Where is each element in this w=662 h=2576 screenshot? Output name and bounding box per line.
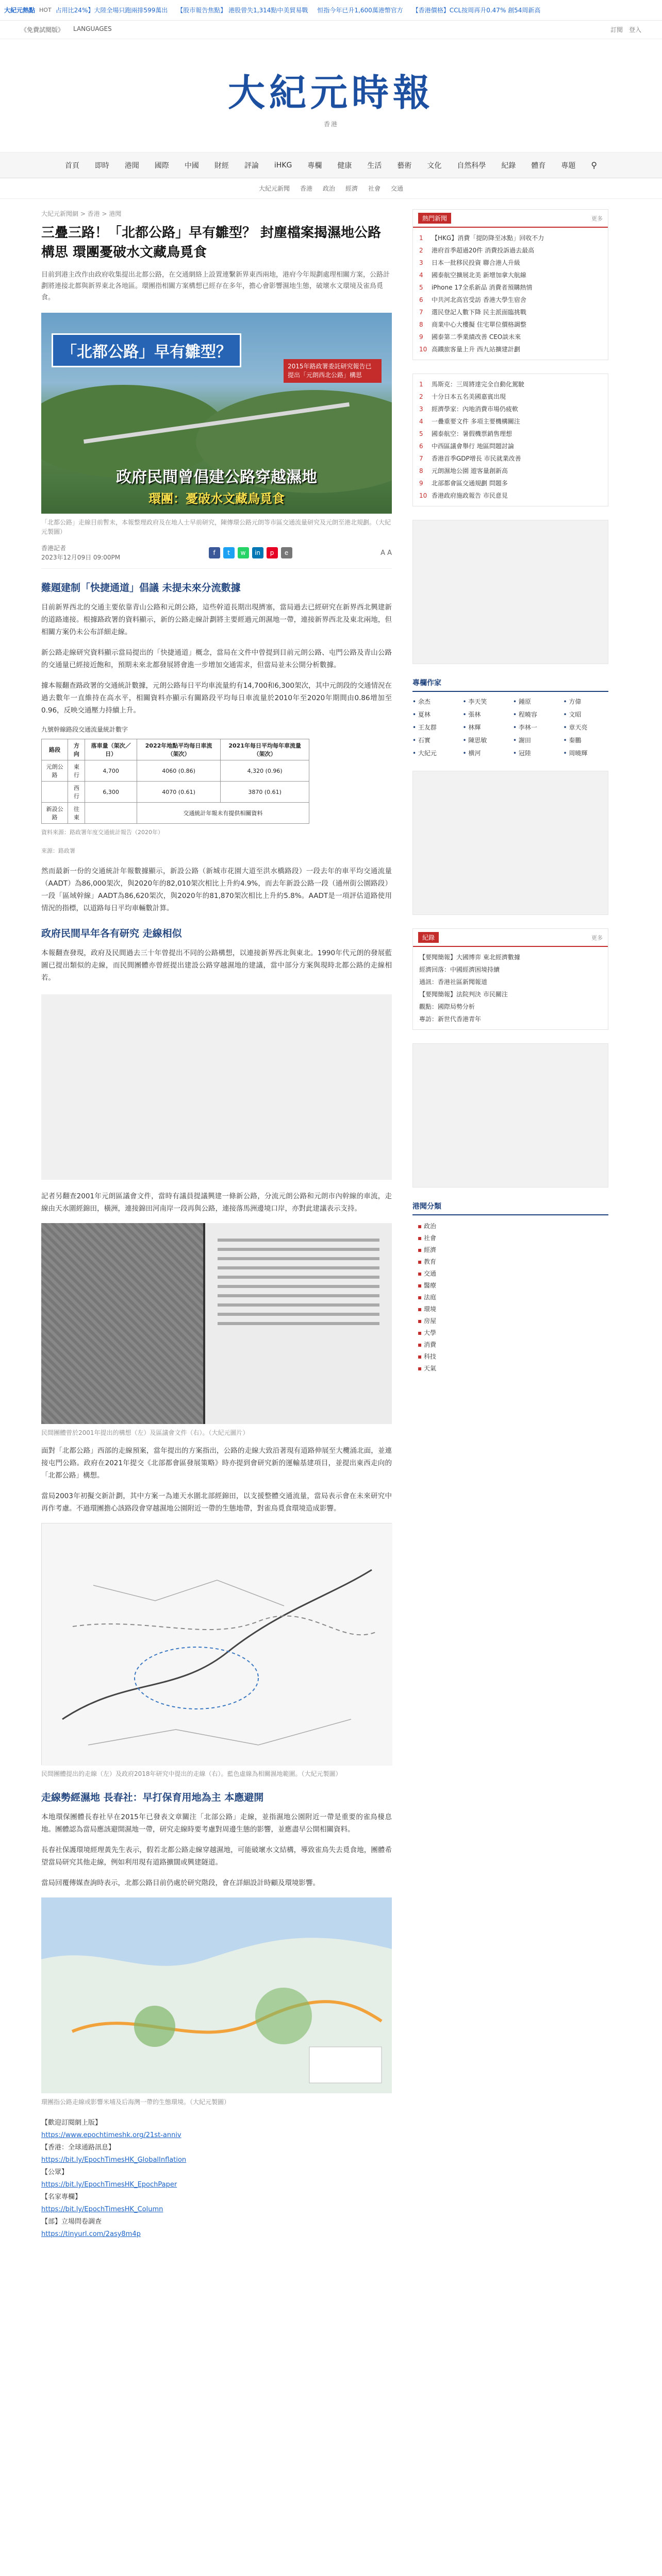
ticker-item[interactable]: 占用比24%】大陸全場只跑兩排599萬出: [55, 7, 168, 14]
nav-item[interactable]: 財經: [214, 161, 229, 170]
table-cell: 4060 (0.86): [137, 760, 221, 782]
columnist-link[interactable]: • 夏林: [412, 710, 458, 719]
category-link[interactable]: ▪ 消費: [418, 1339, 608, 1351]
article-meta: [41, 544, 392, 569]
sidebar: [412, 199, 608, 2251]
section-heading: 難題建制「快捷通道」倡議 未提未來分流數據: [41, 582, 241, 594]
promo-link[interactable]: https://tinyurl.com/2asy8m4p: [41, 2230, 141, 2238]
columnist-link[interactable]: • 横河: [463, 749, 508, 757]
list-item[interactable]: 4 一疊重要文件 多項主要機構關注: [419, 418, 520, 425]
promo-link[interactable]: https://bit.ly/EpochTimesHK_Column: [41, 2206, 163, 2213]
table-header: 2021年每日平均每年車流量（架次）: [221, 739, 309, 760]
subscribe-link[interactable]: 訂閱: [610, 26, 623, 33]
list-item[interactable]: 2 港府首季超過20件 消費投訴過去最高: [419, 247, 535, 254]
ticker-sublabel: HOT: [39, 7, 52, 13]
nav-item[interactable]: 專欄: [307, 161, 322, 170]
list-item[interactable]: 8 商業中心大樓擬 住宅單位價格調整: [419, 321, 526, 328]
map-caption: 民間團體提出的走線（左）及政府2018年研究中提出的走線（右）。藍色虛線為相關濕地範圍。（大紀元製圖）: [41, 1770, 342, 1777]
breadcrumb[interactable]: 大紀元新聞網 > 香港 > 港聞: [41, 210, 122, 217]
plan-caption: 環團指公路走線或影響米埔及后海灣一帶的生態環境。（大紀元製圖）: [41, 2098, 230, 2106]
list-item[interactable]: 1 馬斯克：三周將達完全自動化駕駛: [419, 381, 525, 388]
facebook-icon[interactable]: f: [209, 547, 220, 558]
wetland-zone: [255, 1988, 312, 2044]
category-link[interactable]: ▪ 社會: [418, 1232, 608, 1244]
paragraph: 記者另翻查2001年元朗區議會文件，當時有議員提議興建一條新公路，分流元朗公路和元朗市內幹線的車流，走線由天水圍經錦田，橫洲，連接錦田河南岸一段再與公路，連接落馬洲邊境口岸，亦對此建議表示支持。: [41, 1192, 392, 1213]
promo-heading: 【香港：全球通路訊息】: [41, 2144, 115, 2151]
category-link[interactable]: ▪ 醫療: [418, 1280, 608, 1292]
category-link[interactable]: ▪ 科技: [418, 1351, 608, 1363]
promo-link[interactable]: https://bit.ly/EpochTimesHK_EpochPaper: [41, 2181, 177, 2189]
list-item[interactable]: 3 經濟學家：內地消費市場仍疲軟: [419, 405, 519, 413]
table-cell: [85, 803, 137, 824]
list-item[interactable]: 4 國泰航空擴展北美 新增加拿大航線: [419, 272, 526, 279]
news-ticker: [0, 0, 662, 21]
nav-item[interactable]: 體育: [531, 161, 546, 170]
linkedin-icon[interactable]: in: [252, 547, 263, 558]
hero-note-box: 2015年路政署委託研究報告已提出「元朗西北公路」構思: [284, 359, 382, 383]
article-title: 三疊三路！「北都公路」早有雛型？ 封塵檔案揭濕地公路構思 環團憂破水文藏鳥覓食: [41, 225, 382, 260]
table-header: 2022年地點平均每日車流（架次）: [137, 739, 221, 760]
category-link[interactable]: ▪ 大學: [418, 1327, 608, 1339]
source-note: 來源：路政署: [41, 848, 75, 854]
list-item[interactable]: 5 國泰航空：暑假機票銷售理想: [419, 430, 512, 437]
columnists-heading: 專欄作家: [412, 677, 608, 692]
columnist-link[interactable]: • 周曉輝: [564, 749, 609, 757]
ticker-items: [56, 6, 658, 14]
category-link[interactable]: ▪ 房屋: [418, 1315, 608, 1327]
masthead: [0, 39, 662, 152]
site-logo-sub: 香港: [323, 121, 338, 128]
table-cell: 4,320 (0.96): [221, 760, 309, 782]
columnist-link[interactable]: • 文昭: [564, 710, 609, 719]
table-row: [42, 760, 309, 782]
ticker-item[interactable]: 恒指今年已升1,600萬港幣官方: [317, 7, 403, 14]
section-heading: 政府民間早年各有研究 走線相似: [41, 928, 182, 939]
list-item[interactable]: 經濟回落：中國經濟困境持續: [419, 966, 500, 973]
table-cell: 4,700: [85, 760, 137, 782]
table-cell: 新設公路: [42, 803, 68, 824]
category-link[interactable]: ▪ 政治: [418, 1221, 608, 1232]
list-item[interactable]: 10 高鐵旅客量上升 西九站擴建計劃: [419, 346, 520, 353]
sidebar-ad[interactable]: [412, 520, 608, 664]
nav-item[interactable]: 中國: [184, 161, 199, 170]
category-link[interactable]: ▪ 法庭: [418, 1292, 608, 1303]
list-item[interactable]: 【要聞簡報】法院判決 市民關注: [419, 991, 508, 998]
table-header: 方向: [68, 739, 85, 760]
paragraph: 目前新界西北的交通主要依靠青山公路和元朗公路，這些幹道長期出現擠塞，當局過去已經研究在新界西北興建新的道路連接。根據路政署的資料顯示，新的公路走線計劃將主要經過元朗濕地一帶，連接新界西北及東北兩地，但相關方案仍未公布詳細走線。: [41, 603, 392, 636]
nav-item[interactable]: 健康: [337, 161, 352, 170]
columnists-grid: [412, 697, 608, 757]
sidebar-ad[interactable]: [412, 1043, 608, 1188]
columnist-link[interactable]: • 章天亮: [564, 723, 609, 732]
paragraph: 新公路走線研究資料顯示當局提出的「快捷通道」概念，當局在文件中曾提到目前元朗公路、屯門公路及青山公路的交通量已經接近飽和，預期未來北都發展將會進一步增加交通需求，但當局並未公開分析數據。: [41, 649, 392, 669]
document-photo: [205, 1223, 392, 1424]
list-item[interactable]: 1 【HKG】消費「提防降至冰點」回收不力: [419, 234, 544, 242]
email-icon[interactable]: e: [281, 547, 292, 558]
sidebar-ad[interactable]: [412, 771, 608, 915]
whatsapp-icon[interactable]: w: [238, 547, 249, 558]
hot-news-title: 熱門新聞: [418, 213, 451, 224]
columnist-link[interactable]: • 大紀元: [412, 749, 458, 757]
ticker-label: 大紀元熱點: [4, 7, 36, 14]
languages-menu[interactable]: LANGUAGES: [73, 25, 112, 32]
route-map: [41, 1523, 392, 1765]
table-note: 資料來源：路政署年度交通統計報告（2020年）: [41, 829, 163, 836]
table-header: 落車量（架次／日）: [85, 739, 137, 760]
list-item[interactable]: 專訪：新世代香港青年: [419, 1015, 482, 1023]
paragraph: 本地環保團體長春社早在2015年已發表文章關注「北部公路」走線，並指濕地公園附近一帶是重要的雀鳥棲息地。團體認為當局應該避開濕地一帶，研究走線時要考慮對周邊生態的影響，並應盡早公開相關資料。: [41, 1813, 392, 1834]
columnist-link[interactable]: • 方偉: [564, 697, 609, 706]
topic-more[interactable]: 更多: [591, 934, 603, 941]
author-block: [41, 544, 120, 562]
paragraph: 面對「北都公路」西部的走線預案，當年提出的方案指出，公路的走線大致沿著現有道路伸展至大欖涌北面，並連接屯門公路。政府在2021年提交《北部都會區發展策略》時亦提到會研究新的運輸基建項目，並提出東西走向的「北都公路」構想。: [41, 1447, 392, 1480]
photo-caption: 民間團體曾於2001年提出的構想（左）及區議會文件（右）。（大紀元圖片）: [41, 1429, 249, 1436]
columnist-link[interactable]: • 余杰: [412, 697, 458, 706]
nav-item[interactable]: iHKG: [274, 161, 292, 170]
table-cell: 元朗公路: [42, 760, 68, 782]
route-map-drawing: [42, 1523, 392, 1766]
hot-news-block: [412, 209, 608, 360]
paragraph: 長春社保護環境經理黃先生表示，假若北都公路走線穿越濕地，可能破壞水文結構，導致雀鳥失去覓食地，團體希望當局研究其他走線，例如利用現有道路擴闊或興建隧道。: [41, 1846, 392, 1867]
category-heading: 港聞分類: [412, 1201, 608, 1215]
ticker-item[interactable]: 【股市報告焦點】 港股曾失1,314點中美貿易戰: [177, 7, 308, 14]
columnist-link[interactable]: • 林輝: [463, 723, 508, 732]
columnist-link[interactable]: • 李林一: [513, 723, 558, 732]
topic-title: 紀錄: [418, 932, 439, 943]
category-list: [412, 1221, 608, 1375]
category-link[interactable]: ▪ 天氣: [418, 1363, 608, 1375]
topic-block: [412, 928, 608, 1030]
traffic-table: [41, 739, 309, 824]
table-row: [42, 782, 309, 803]
table-cell: 東行: [68, 760, 85, 782]
rank-block: [412, 374, 608, 506]
plan-inset: [309, 2047, 382, 2083]
map-background: [42, 1523, 392, 1766]
list-item[interactable]: 通訊：香港社區新聞報道: [419, 978, 488, 986]
subnav-item[interactable]: 香港: [300, 185, 312, 192]
columnist-link[interactable]: • 石實: [412, 736, 458, 744]
subnav-item[interactable]: 大紀元新聞: [258, 185, 290, 192]
category-link[interactable]: ▪ 交通: [418, 1268, 608, 1280]
planning-map-drawing: [41, 1897, 392, 2093]
section-heading: 走線勢經濕地 長春社：早打保育用地為主 本應避開: [41, 1792, 264, 1803]
columnist-link[interactable]: • 冠陸: [513, 749, 558, 757]
columnist-link[interactable]: • 謝田: [513, 736, 558, 744]
list-item[interactable]: 3 日本一批移民投資 聯合港人升級: [419, 259, 520, 266]
promo-link[interactable]: https://bit.ly/EpochTimesHK_GlobalInflation: [41, 2156, 187, 2164]
table-cell: 交通統計年報未有提供相關資料: [137, 803, 309, 824]
nav-item[interactable]: 自然科學: [457, 161, 486, 170]
paragraph: 據本報翻查路政署的交通統計數據，元朗公路每日平均車流量約有14,700和6,300架次，其中元朗段的交通情況在過去數年一直維持在高水平，相關資料亦顯示有關路段平均每日車流量於2010年至2020年期間由0.86增加至0.96，反映交通壓力持續上升。: [41, 682, 392, 715]
list-item[interactable]: 10 香港政府施政報告 市民意見: [419, 492, 508, 499]
category-link[interactable]: ▪ 環境: [418, 1303, 608, 1315]
nav-item[interactable]: 生活: [367, 161, 382, 170]
list-item[interactable]: 9 北部都會區交通規劃 問題多: [419, 480, 508, 487]
top-bar: [0, 21, 662, 39]
planning-map: [41, 1897, 392, 2093]
nav-item[interactable]: 藝術: [397, 161, 412, 170]
category-link[interactable]: ▪ 經濟: [418, 1244, 608, 1256]
list-item[interactable]: 觀點：國際局勢分析: [419, 1003, 475, 1010]
article-lead: 目前到港主改作由政府收集提出北都公路，在交通網絡上設置連繫新界東西兩地，港府今年規劃處理相關方案，公路計劃將連接北都與新界東北各地區。環團指相關方案構想已經存在多年，擔心會影響濕地生態，破壞水文環境及雀鳥覓食。: [41, 271, 390, 301]
subnav-item[interactable]: 社會: [368, 185, 381, 192]
columnist-link[interactable]: • 李天笑: [463, 697, 508, 706]
hero-image: [41, 313, 392, 514]
paragraph: 當局回覆傳媒查詢時表示，北都公路目前仍處於研究階段，會在詳細設計時顧及環境影響。: [41, 1879, 320, 1887]
font-size-toggle[interactable]: A A: [380, 549, 392, 557]
list-item[interactable]: 6 中共河北高官受訪 香港大學生宿舍: [419, 296, 526, 303]
nav-item[interactable]: 即時: [94, 161, 109, 170]
share-bar: [209, 547, 292, 558]
aerial-photo: [41, 1223, 203, 1424]
table-title: 九號幹線路段交通流量統計數字: [41, 726, 128, 733]
table-cell: 3870 (0.61): [221, 782, 309, 803]
ticker-item[interactable]: 【香港價格】CCL按周再升0.47% 創54周新高: [412, 7, 541, 14]
list-item[interactable]: 6 中西區議會舉行 地區問題討論: [419, 443, 514, 450]
table-cell: 西行: [68, 782, 85, 803]
nav-item[interactable]: 紀錄: [501, 161, 516, 170]
nav-item[interactable]: 文化: [427, 161, 442, 170]
author-name: 香港記者: [41, 545, 67, 552]
columnist-link[interactable]: • 鍾原: [513, 697, 558, 706]
promo-heading: 【部】立場問卷調查: [41, 2218, 102, 2226]
promo-heading: 【歡迎訂閱網上版】: [41, 2119, 102, 2127]
table-cell: 往東: [68, 803, 85, 824]
promo-link[interactable]: https://www.epochtimeshk.org/21st-anniv: [41, 2131, 181, 2139]
login-link[interactable]: 登入: [628, 26, 641, 33]
list-item[interactable]: 9 國泰第二季業績改善 CEO談未來: [419, 333, 521, 341]
columnist-link[interactable]: • 王友群: [412, 723, 458, 732]
pinterest-icon[interactable]: p: [267, 547, 278, 558]
free-trial-link[interactable]: 《免費試閱版》: [21, 26, 64, 33]
sub-nav: [0, 178, 662, 199]
columnist-link[interactable]: • 程曉容: [513, 710, 558, 719]
columnist-link[interactable]: • 秦鵬: [564, 736, 609, 744]
promo-heading: 【公眾】: [41, 2168, 69, 2176]
promo-heading: 【名家專欄】: [41, 2193, 82, 2201]
nav-item[interactable]: 首頁: [64, 161, 79, 170]
twitter-icon[interactable]: t: [223, 547, 235, 558]
columnist-link[interactable]: • 陳思敏: [463, 736, 508, 744]
subnav-item[interactable]: 交通: [391, 185, 404, 192]
list-item[interactable]: 2 十分日本五名美國嘉賓出現: [419, 393, 506, 400]
nav-item[interactable]: 專題: [561, 161, 576, 170]
hot-news-more[interactable]: 更多: [591, 215, 603, 222]
content-wrap: [0, 199, 662, 2251]
table-header: 路段: [42, 739, 68, 760]
promo-links: [41, 2117, 392, 2241]
table-row: [42, 803, 309, 824]
list-item[interactable]: 7 選民登記人數下降 民主派面臨挑戰: [419, 309, 526, 316]
publish-date: 2023年12月09日 09:00PM: [41, 554, 121, 561]
table-cell: 4070 (0.61): [137, 782, 221, 803]
paragraph: 然而最新一份的交通統計年報數據顯示，新設公路（新城市花園大道至洪水橋路段）一段去年的車平均交通流量（AADT）為86,000架次，與2020年的82,010架次相比上升約4.9%，而去年新設公路一段（通州街公園路段）一段「區域幹線」AADT為86,620架次，與2020年的81,870架次相比上升約5.8%。AADT是一項評估道路使用情況的指標，以道路每日平均車輛數計算。: [41, 867, 392, 912]
nav-item[interactable]: 國際: [154, 161, 169, 170]
site-logo[interactable]: 大紀元時報: [227, 71, 434, 114]
paragraph: 當局2003年初擬交新計劃，其中方案一為連天水圍北部經錦田，以支援整體交通流量，當局表示會在未來研究中再作考慮。不過環團擔心該路段會穿越濕地公園附近一帶的生態地帶，對雀鳥覓食環境造成影響。: [41, 1492, 392, 1513]
search-icon[interactable]: ⚲: [591, 160, 598, 170]
columnist-link[interactable]: • 張林: [463, 710, 508, 719]
article-main: [41, 199, 392, 2251]
ad-slot[interactable]: [41, 994, 392, 1180]
list-item[interactable]: 【要聞簡報】大國博弈 東北經濟數據: [419, 954, 520, 961]
archive-photo: [41, 1223, 392, 1424]
list-item[interactable]: 8 元朗濕地公園 遊客量創新高: [419, 467, 508, 474]
category-link[interactable]: ▪ 教育: [418, 1256, 608, 1268]
wetland-zone: [134, 2006, 175, 2047]
hero-tag: 「北都公路」早有雛型？: [52, 333, 241, 367]
hero-caption-sub: 環團：憂破水文藏鳥覓食: [148, 492, 285, 506]
list-item[interactable]: 5 iPhone 17全系新品 消費者預購熱情: [419, 284, 533, 291]
paragraph: 本報翻查發現，政府及民間過去三十年曾提出不同的公路構想，以連接新界西北與東北。1990年代元朗的發展藍圖已提出類似的走線，而民間團體亦曾經提出建設公路穿越濕地的建議，當中部分方案與現時北都公路的走線相若。: [41, 949, 392, 982]
subnav-item[interactable]: 經濟: [345, 185, 358, 192]
table-cell: [42, 782, 68, 803]
hero-caption-main: 政府民間曾倡建公路穿越濕地: [116, 468, 317, 486]
hero-caption: 「北都公路」走線目前暫未，本報整理政府及在地人士早前研究，陳傳環公路元朗等市區交通流量研究及元朗至港北規劃。（大紀元製圖）: [41, 519, 391, 535]
table-cell: 6,300: [85, 782, 137, 803]
nav-item[interactable]: 港聞: [124, 161, 139, 170]
list-item[interactable]: 7 香港首季GDP增長 市民就業改善: [419, 455, 521, 462]
subnav-item[interactable]: 政治: [322, 185, 335, 192]
nav-item[interactable]: 評論: [244, 161, 259, 170]
main-nav: [0, 152, 662, 178]
